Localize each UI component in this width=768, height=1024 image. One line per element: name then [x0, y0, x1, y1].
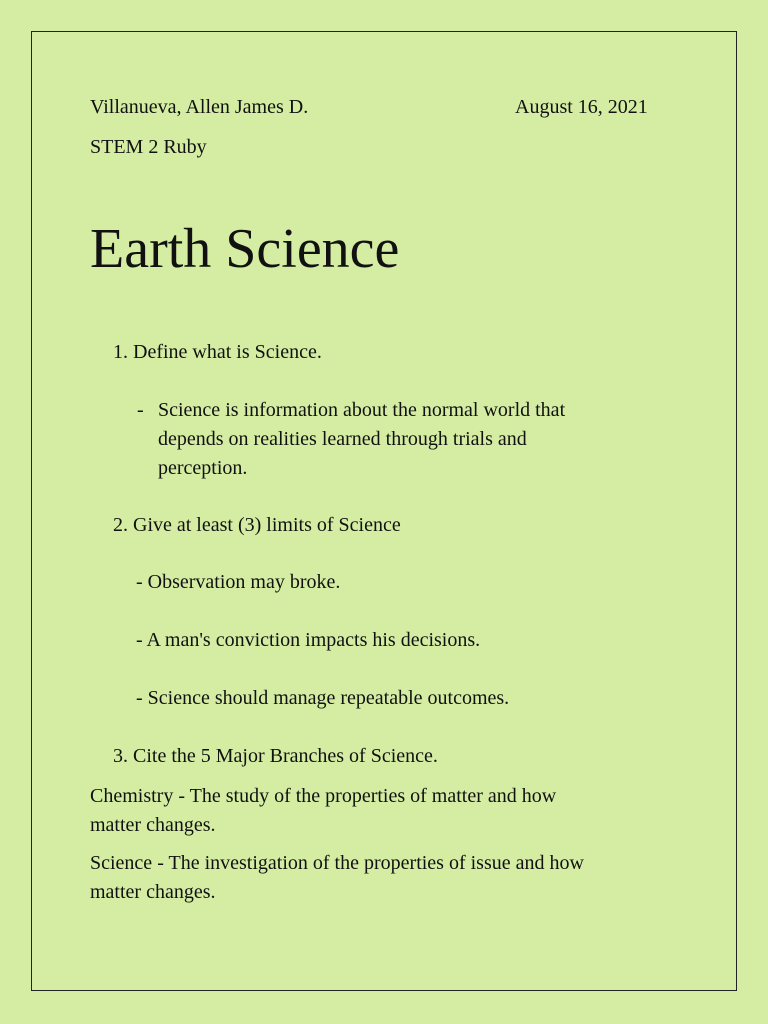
answer-1-line-1: Science is information about the normal world that [158, 399, 566, 421]
branch-2-line-1: Science - The investigation of the properties of issue and how [90, 852, 584, 874]
branch-2-line-2: matter changes. [90, 881, 216, 903]
limit-3: - Science should manage repeatable outcomes. [136, 687, 510, 709]
page-title: Earth Science [90, 218, 400, 280]
answer-1-line-3: perception. [158, 457, 248, 479]
question-2: 2. Give at least (3) limits of Science [113, 514, 401, 536]
assignment-date: August 16, 2021 [515, 96, 648, 118]
question-3: 3. Cite the 5 Major Branches of Science. [113, 745, 438, 767]
answer-bullet: - [137, 399, 144, 421]
branch-1-line-1: Chemistry - The study of the properties of matter and how [90, 785, 557, 807]
limit-1: - Observation may broke. [136, 571, 341, 593]
limit-2: - A man's conviction impacts his decisions. [136, 629, 481, 651]
class-section: STEM 2 Ruby [90, 136, 207, 158]
question-1: 1. Define what is Science. [113, 341, 322, 363]
branch-1-line-2: matter changes. [90, 814, 216, 836]
student-name: Villanueva, Allen James D. [90, 96, 309, 118]
answer-1-line-2: depends on realities learned through trials and [158, 428, 527, 450]
